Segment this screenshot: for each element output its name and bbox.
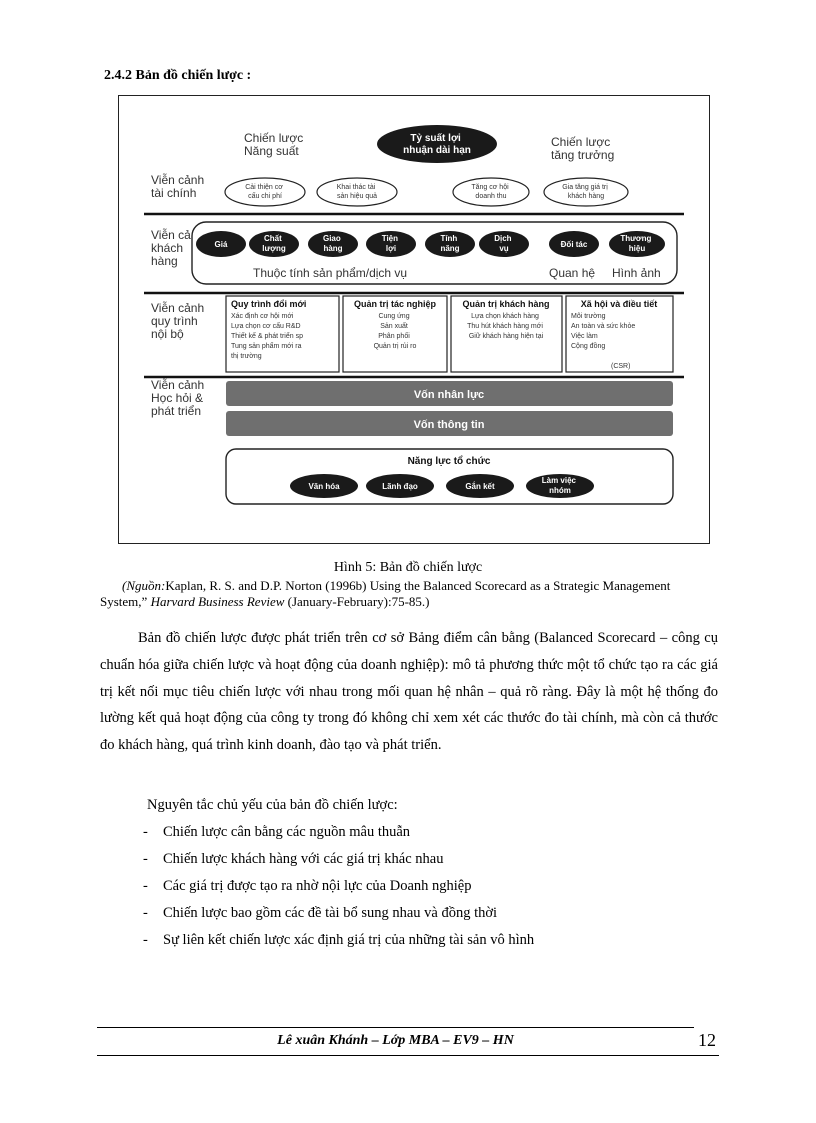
- relationship-label: Quan hệ: [549, 266, 596, 280]
- svg-text:Lãnh đạo: Lãnh đạo: [382, 482, 418, 491]
- process-perspective-label: Viễn cảnh quy trình nội bộ: [151, 301, 205, 341]
- process-perspective: [151, 296, 673, 372]
- financial-goal-1: [225, 178, 305, 206]
- svg-text:Cung ứng Sản xuất: Cung ứng Sản xuất Phân phối Quản trị rủi ro: [373, 313, 417, 350]
- svg-text:Tiện lợi: Tiện lợi: [381, 234, 399, 253]
- svg-text:Lựa chọn khách hàng Th: Lựa chọn khách hàng Thu hút khách hàng mới Giữ khách hàng hiện tại: [467, 313, 544, 340]
- figure-caption: Hình 5: Bản đồ chiến lược: [333, 560, 483, 575]
- body-paragraph-text: Bản đồ chiến lược được phát triển trên cơ sở Bảng điểm cân bằng (Balanced Scorecard – công cụ chuẩn hóa giữa chiến lược và hoạt động của doanh nghiệp): mô tả phương thức một tổ chức tạo ra các giá trị kết nối mục tiêu chiến lược với nhau trong mối quan hệ nhân – quả rõ ràng. Đây là một hệ thống đo lường kết quả hoạt động của công ty trong đó không chỉ xem xét các thước đo tài chính, mà còn cả thước đo khách hàng, quá trình kinh doanh, đào tạo và phát triển.: [100, 630, 718, 754]
- page-number: 12: [698, 1030, 716, 1050]
- svg-text:Giá: Giá: [214, 240, 228, 249]
- financial-goal-3: [453, 178, 529, 206]
- svg-text:Làm việc nhóm: Làm việc nhóm: [541, 476, 577, 495]
- svg-text:Gắn kết: Gắn kết: [465, 482, 495, 491]
- svg-text:Môi trường An toàn và: Môi trường An toàn và sức khỏe Việc làm Cộng đồng: [571, 313, 636, 350]
- strategy-map-diagram: [119, 96, 709, 543]
- financial-perspective-label: Viễn cảnh tài chính: [151, 173, 205, 200]
- svg-text:Tính năng: Tính năng: [440, 234, 460, 253]
- learning-perspective: [151, 377, 673, 504]
- strategy-map-figure: [118, 95, 710, 544]
- svg-text:Năng lực tổ chức: Năng lực tổ chức: [407, 456, 491, 467]
- svg-text:Đối tác: Đối tác: [560, 240, 588, 249]
- strategy-productivity-label: Chiến lược Năng suất: [244, 131, 304, 158]
- source-suffix: (January-February):75-85.): [287, 594, 430, 609]
- customer-perspective: [151, 222, 677, 284]
- source-prefix: (Nguồn:: [122, 578, 166, 593]
- learning-perspective-label: Viễn cảnh Học hỏi & phát triển: [151, 378, 205, 418]
- financial-goal-3-label: Tăng cơ hội doanh thu: [471, 184, 509, 200]
- long-term-profit-label: Tỷ suất lợi nhuận dài hạn: [403, 133, 471, 156]
- product-attributes-label: Thuộc tính sản phẩm/dịch vụ: [253, 266, 408, 280]
- svg-text:Vốn thông tin: Vốn thông tin: [413, 419, 485, 431]
- financial-goal-2: [317, 178, 397, 206]
- financial-goal-4: [544, 178, 628, 206]
- svg-text:Xác định cơ hội mới Lự: Xác định cơ hội mới Lựa chọn cơ cấu R&D Thiết kế & phát triển sp Tung sản phẩm mới ra thị trường: [231, 313, 303, 360]
- svg-text:Văn hóa: Văn hóa: [308, 482, 340, 491]
- body-paragraph: [100, 625, 718, 759]
- svg-text:Dịch vụ: Dịch vụ: [494, 234, 512, 253]
- svg-text:Xã hội và điều tiết: Xã hội và điều tiết: [580, 299, 658, 309]
- financial-perspective: [151, 125, 628, 206]
- svg-text:Quản trị tác nghiệp: Quản trị tác nghiệp: [353, 299, 437, 309]
- financial-goal-2-label: Khai thác tài sản hiệu quả: [336, 184, 378, 200]
- source-text: Kaplan, R. S. and D.P. Norton (1996b) Using the Balanced Scorecard as a Strategic Management System,”: [100, 578, 671, 609]
- svg-text:Thương hiệu: Thương hiệu: [620, 234, 652, 253]
- footer-rule-bottom: [97, 1055, 719, 1056]
- footer-author: Lê xuân Khánh – Lớp MBA – EV9 – HN: [277, 1033, 514, 1048]
- strategy-growth-label: Chiến lược tăng trưởng: [551, 135, 615, 162]
- svg-text:Chất lượng: Chất lượng: [262, 234, 286, 253]
- figure-source: [100, 578, 720, 610]
- customer-perspective-label: Viễn cả khách hàng: [151, 228, 191, 268]
- svg-text:Quản trị khách hàng: Quản trị khách hàng: [462, 299, 550, 309]
- footer-rule-top: [97, 1027, 694, 1028]
- svg-text:Giao hàng: Giao hàng: [322, 234, 343, 253]
- image-label: Hình ảnh: [612, 266, 661, 280]
- financial-goal-4-label: Gia tăng giá trị khách hàng: [562, 184, 608, 200]
- financial-goal-1-label: Cải thiện cơ cấu chi phí: [245, 184, 283, 200]
- svg-text:Vốn nhân lực: Vốn nhân lực: [413, 389, 485, 401]
- principles-title: Nguyên tắc chủ yếu của bản đồ chiến lược:: [147, 797, 398, 813]
- long-term-profit-ellipse: [377, 125, 497, 163]
- section-heading: 2.4.2 Bản đồ chiến lược :: [104, 68, 252, 83]
- svg-text:Quy trình đổi mới: Quy trình đổi mới: [231, 299, 307, 309]
- source-journal: Harvard Business Review: [150, 594, 285, 609]
- svg-text:(CSR): (CSR): [611, 363, 631, 370]
